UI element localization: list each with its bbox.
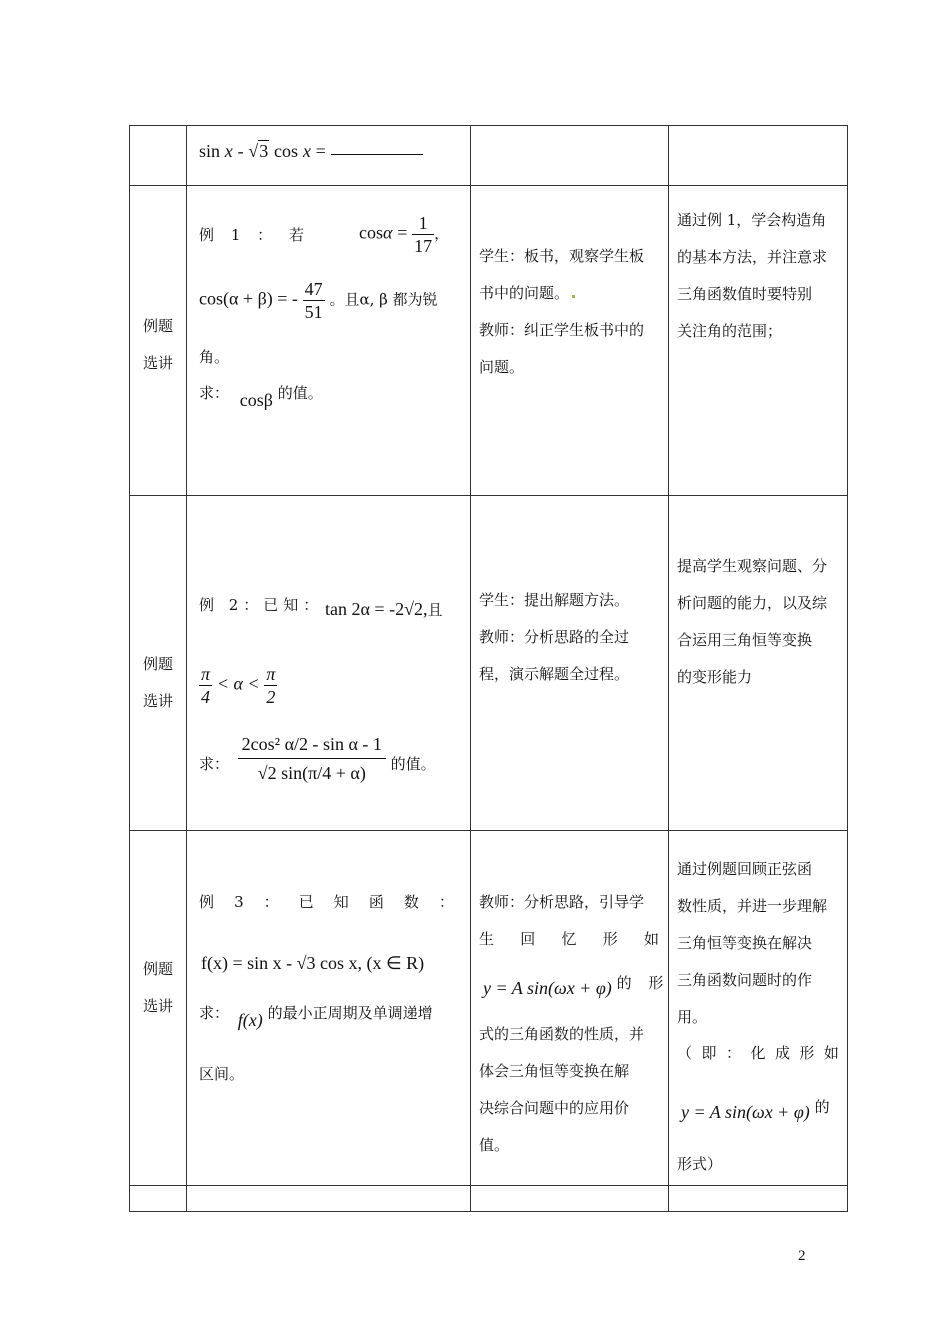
example-heading: 例 1 ： 若 <box>199 226 304 244</box>
given-cos-alpha: cosα = $\frac{1}{17}$ ， <box>359 213 450 256</box>
row1-activity-cell <box>471 186 669 496</box>
intent-text: 通过例题回顾正弦函 数性质，并进一步理解 三角恒等变换在解决 三角函数问题时的作 用。 <box>677 860 828 1026</box>
row1-intent-cell <box>669 186 848 496</box>
answer-blank <box>331 142 423 155</box>
row2-activity-cell <box>471 496 669 831</box>
section-label: 选讲 <box>142 692 173 710</box>
empty-cell <box>471 1186 669 1212</box>
row2-content-cell <box>187 496 471 831</box>
target-expression: $\frac{\text{2cos² α/2 - sin α - 1}}{√2 \sin(\pi/4 + \alpha)}$ <box>238 730 386 787</box>
row3-activity-cell <box>471 831 669 1186</box>
activity-text: 学生：提出解题方法。 教师：分析思路的全过 程，演示解题全过程。 <box>479 591 630 683</box>
text-line: 区间。 <box>199 1065 245 1083</box>
section-label: 例题 <box>142 655 173 673</box>
section-label: 例题 <box>142 960 173 978</box>
row0-label-cell <box>130 126 187 186</box>
general-sine-formula: y = A sin(ωx + φ) 的 <box>681 1098 830 1122</box>
row1-content-cell <box>187 186 471 496</box>
row3-content-cell <box>187 831 471 1186</box>
table-row <box>130 126 848 186</box>
question-line: 求： cosβ 的值。 <box>199 384 323 410</box>
row3-intent-cell <box>669 831 848 1186</box>
table-row <box>130 496 848 831</box>
empty-cell <box>130 1186 187 1212</box>
row0-activity-cell <box>471 126 669 186</box>
intent-text: 形式） <box>677 1155 723 1173</box>
row0-intent-cell <box>669 126 848 186</box>
question-line: 求： f(x) 的最小正周期及单调递增 <box>199 1004 433 1030</box>
activity-text: 式的三角函数的性质，并 体会三角恒等变换在解 决综合问题中的应用价 值。 <box>479 1025 645 1154</box>
row0-formula: sin x - √3 cos x = <box>199 142 423 160</box>
angle-range: $\frac{\pi}{4}$ < α < $\frac{\pi}{2}$ <box>201 664 276 707</box>
intent-text: 通过例 1，学会构造角 的基本方法，并注意求 三角函数值时要特别 关注角的范围； <box>677 211 828 340</box>
section-label: 选讲 <box>142 997 173 1015</box>
activity-text: 学生：板书，观察学生板 书中的问题。 教师：纠正学生板书中的 问题。 <box>479 247 645 376</box>
example-heading: 例 2：已知： <box>199 596 324 614</box>
marker-dot <box>572 295 575 298</box>
row0-content-cell <box>187 126 471 186</box>
row3-label-cell <box>130 831 187 1186</box>
empty-cell <box>187 1186 471 1212</box>
activity-text: 生 回 忆 形 如 <box>479 930 659 948</box>
general-sine-formula: y = A sin(ωx + φ) 的 形 <box>483 974 670 998</box>
activity-text: 教师：分析思路，引导学 <box>479 893 645 911</box>
section-label: 例题 <box>142 317 173 335</box>
intent-text: （ 即 ： 化 成 形 如 <box>677 1044 839 1062</box>
given-tan: tan 2α = -2√2,且 <box>325 599 443 619</box>
given-cos-alpha-beta: cos(α + β) = - $\frac{47}{51}$ 。且α, β 都为锐 <box>199 279 438 322</box>
intent-text: 提高学生观察问题、分 析问题的能力，以及综 合运用三角恒等变换 的变形能力 <box>677 557 828 686</box>
question-line: 求： $\frac{\text{2cos² α/2 - sin α - 1}}{√2 \sin(\pi/4 + \alpha)}$ 的值。 <box>199 730 436 787</box>
row1-label-cell <box>130 186 187 496</box>
example-heading: 例 3 ： 已 知 函 数 ： <box>199 893 454 911</box>
function-definition: f(x) = sin x - √3 cos x, (x ∈ R) <box>201 953 425 973</box>
text-line: 角。 <box>199 348 230 366</box>
section-label: 选讲 <box>142 354 173 372</box>
page-number: 2 <box>798 1248 806 1264</box>
table-row <box>130 186 848 496</box>
row2-label-cell <box>130 496 187 831</box>
row2-intent-cell <box>669 496 848 831</box>
table-row <box>130 1186 848 1212</box>
empty-cell <box>669 1186 848 1212</box>
lesson-plan-table <box>129 125 848 1212</box>
table-row <box>130 831 848 1186</box>
